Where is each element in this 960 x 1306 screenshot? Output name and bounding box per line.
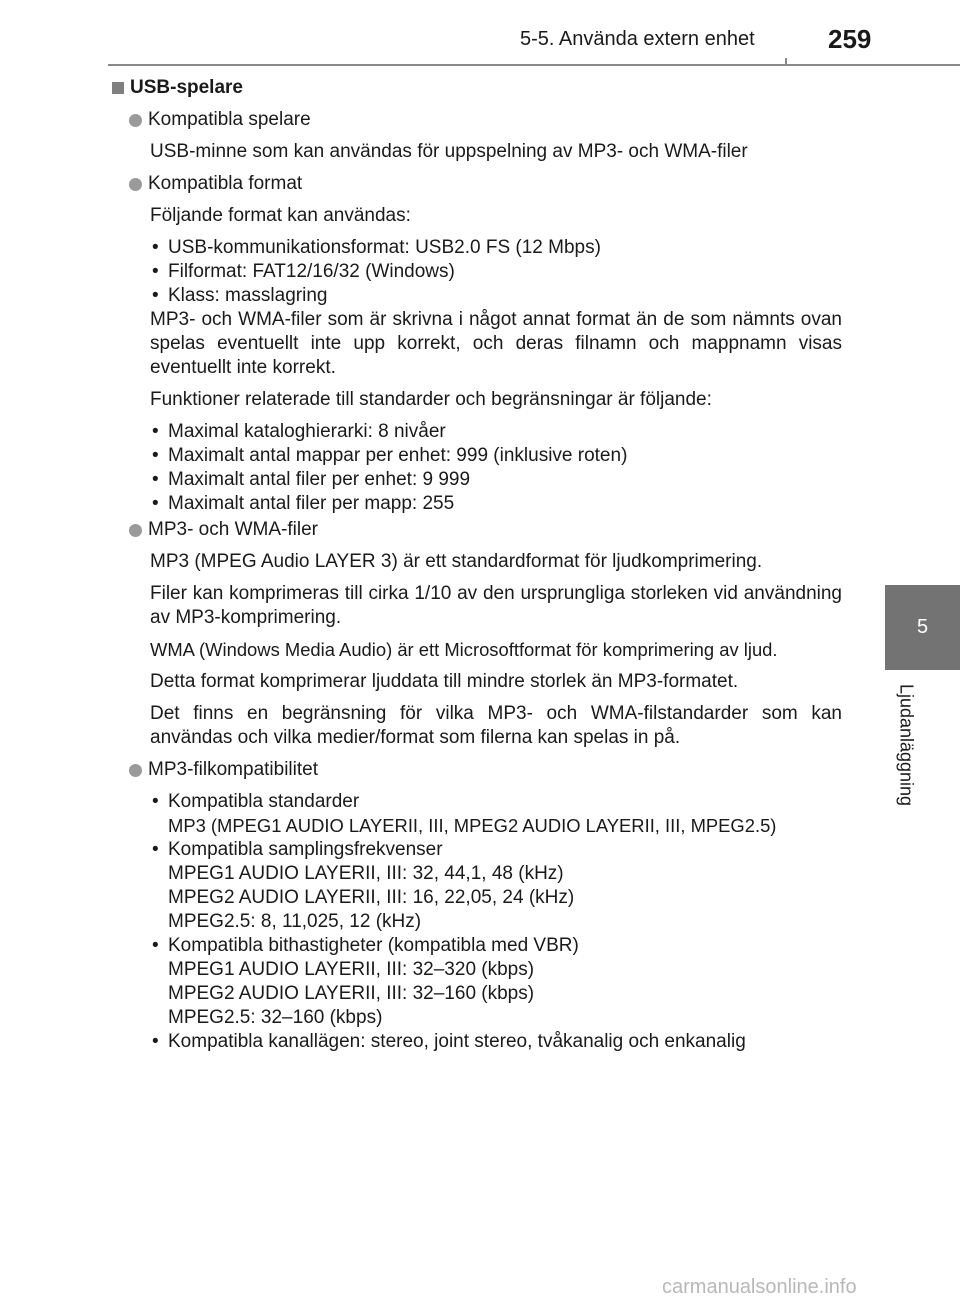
bullet-heading-mp3-compat <box>129 758 842 782</box>
paragraph: MP3 (MPEG Audio LAYER 3) är ett standardformat för ljudkomprimering. <box>150 551 763 572</box>
list-item <box>150 790 842 838</box>
watermark: carmanualsonline.info <box>662 1276 857 1298</box>
limits-list <box>150 420 842 516</box>
bullet-heading-mp3-wma <box>129 518 842 542</box>
list-item-detail: MPEG2.5: 32–160 (kbps) <box>168 1007 383 1028</box>
circle-bullet-icon <box>129 178 142 191</box>
list-item-detail: MPEG2 AUDIO LAYERII, III: 16, 22,05, 24 (kHz) <box>168 887 575 908</box>
paragraph: Detta format komprimerar ljuddata till mindre storlek än MP3-formatet. <box>150 671 739 692</box>
main-content <box>112 76 842 1062</box>
bullet-heading-formats <box>129 172 842 196</box>
circle-bullet-icon <box>129 764 142 777</box>
list-item-title: • Kompatibla samplingsfrekvenser <box>168 839 443 860</box>
section-heading <box>112 76 842 100</box>
chapter-label-text: Ljudanläggning <box>896 683 917 807</box>
paragraph: Följande format kan användas: <box>150 205 411 226</box>
paragraph: WMA (Windows Media Audio) är ett Microsoftformat för komprimering av ljud. <box>150 639 778 660</box>
chapter-number: 5 <box>916 616 929 638</box>
list-item: • Maximalt antal mappar per enhet: 999 (inklusive roten) <box>150 444 842 468</box>
list-item <box>150 934 842 1030</box>
square-bullet-icon <box>112 82 124 94</box>
compat-list <box>150 790 842 1054</box>
chapter-tab <box>885 585 960 670</box>
bullet-heading-players <box>129 108 842 132</box>
list-item: • Maximalt antal filer per mapp: 255 <box>150 492 842 516</box>
paragraph: Filer kan komprimeras till cirka 1/10 av den ursprungliga storleken vid användning av MP3-komprimering. <box>150 583 842 628</box>
circle-bullet-icon <box>129 524 142 537</box>
list-item-title: • Kompatibla bithastigheter (kompatibla med VBR) <box>168 935 579 956</box>
list-item: • Maximal kataloghierarki: 8 nivåer <box>150 420 842 444</box>
list-item-detail: MP3 (MPEG1 AUDIO LAYERII, III, MPEG2 AUDIO LAYERII, III, MPEG2.5) <box>168 815 777 836</box>
bullet-heading-text: MP3- och WMA-filer <box>148 519 318 540</box>
list-item-title: • Kompatibla standarder <box>168 791 360 812</box>
paragraph: USB-minne som kan användas för uppspelning av MP3- och WMA-filer <box>150 141 748 162</box>
list-item: • Maximalt antal filer per enhet: 9 999 <box>150 468 842 492</box>
paragraph: Funktioner relaterade till standarder och begränsningar är följande: <box>150 389 712 410</box>
list-item: • Kompatibla kanallägen: stereo, joint stereo, tvåkanalig och enkanalig <box>150 1030 842 1054</box>
bullet-heading-text: MP3-filkompatibilitet <box>148 759 318 780</box>
format-list <box>150 236 842 308</box>
page-number: 259 <box>828 24 872 54</box>
bullet-heading-text: Kompatibla spelare <box>148 109 311 130</box>
list-item-detail: MPEG1 AUDIO LAYERII, III: 32–320 (kbps) <box>168 959 535 980</box>
list-item: • Filformat: FAT12/16/32 (Windows) <box>150 260 842 284</box>
circle-bullet-icon <box>129 114 142 127</box>
paragraph: MP3- och WMA-filer som är skrivna i något annat format än de som nämnts ovan spelas eventuellt inte upp korrekt, och deras filnamn och mappnamn visas eventuellt inte korrekt. <box>150 309 842 378</box>
list-item-detail: MPEG1 AUDIO LAYERII, III: 32, 44,1, 48 (kHz) <box>168 863 564 884</box>
chapter-label <box>888 675 928 815</box>
paragraph: Det finns en begränsning för vilka MP3- och WMA-filstandarder som kan användas och vilka medier/format som filerna kan spelas in på. <box>150 703 842 748</box>
header-title: 5-5. Använda extern enhet <box>520 28 755 50</box>
bullet-heading-text: Kompatibla format <box>148 173 303 194</box>
section-heading-text: USB-spelare <box>130 77 243 98</box>
header-tick <box>785 58 787 66</box>
list-item-detail: MPEG2 AUDIO LAYERII, III: 32–160 (kbps) <box>168 983 535 1004</box>
list-item: • USB-kommunikationsformat: USB2.0 FS (12 Mbps) <box>150 236 842 260</box>
list-item-detail: MPEG2.5: 8, 11,025, 12 (kHz) <box>168 911 422 932</box>
list-item: • Klass: masslagring <box>150 284 842 308</box>
list-item <box>150 838 842 934</box>
header-rule <box>108 64 960 66</box>
